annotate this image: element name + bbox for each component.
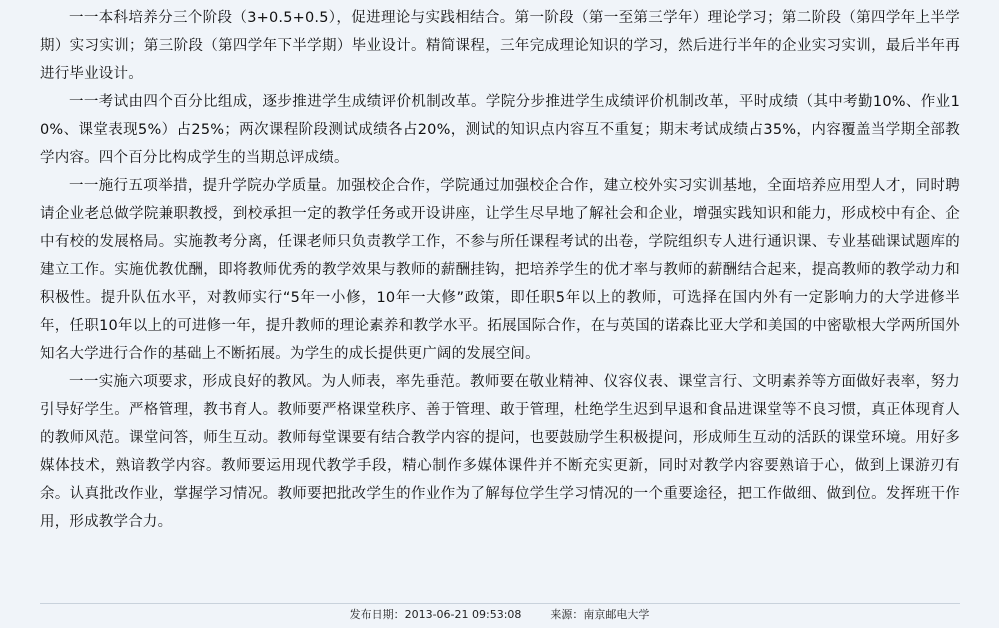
publish-date: 2013-06-21 09:53:08 (404, 608, 522, 621)
source-label: 来源： (550, 608, 584, 621)
source-name: 南京邮电大学 (583, 608, 650, 621)
paragraph-stages: 一一本科培养分三个阶段（3+0.5+0.5），促进理论与实践相结合。第一阶段（第一至第三学年）理论学习；第二阶段（第四学年上半学期）实习实训；第三阶段（第四学年下半学期）毕业设计。精简课程，三年完成理论知识的学习，然后进行半年的企业实习实训，最后半年再进行毕业设计。 (40, 10, 960, 82)
paragraph-five-measures: 一一施行五项举措，提升学院办学质量。加强校企合作，学院通过加强校企合作，建立校外实习实训基地，全面培养应用型人才，同时聘请企业老总做学院兼职教授，到校承担一定的教学任务或开设讲座，让学生尽早地了解社会和企业，增强实践知识和能力，形成校中有企、企中有校的发展格局。实施教考分离，任课老师只负责教学工作，不参与所任课程考试的出卷，学院组织专人进行通识课、专业基础课试题库的建立工作。实施优教优酬，即将教师优秀的教学效果与教师的薪酬挂钩，把培养学生的优才率与教师的薪酬结合起来，提高教师的教学动力和积极性。提升队伍水平，对教师实行“5年一小修，10年一大修”政策，即任职5年以上的教师，可选择在国内外有一定影响力的大学进修半年，任职10年以上的可进修一年，提升教师的理论素养和教学水平。拓展国际合作，在与英国的诺森比亚大学和美国的中密歇根大学两所国外知名大学进行合作的基础上不断拓展。为学生的成长提供更广阔的发展空间。 (40, 178, 960, 362)
paragraph-six-requirements: 一一实施六项要求，形成良好的教风。为人师表，率先垂范。教师要在敬业精神、仪容仪表、课堂言行、文明素养等方面做好表率，努力引导好学生。严格管理，教书育人。教师要严格课堂秩序、善于管理、敢于管理，杜绝学生迟到早退和食品进课堂等不良习惯，真正体现育人的教师风范。课堂问答，师生互动。教师每堂课要有结合教学内容的提问，也要鼓励学生积极提问，形成师生互动的活跃的课堂环境。用好多媒体技术，熟谙教学内容。教师要运用现代教学手段，精心制作多媒体课件并不断充实更新，同时对教学内容要熟谙于心，做到上课游刃有余。认真批改作业，掌握学习情况。教师要把批改学生的作业作为了解每位学生学习情况的一个重要途径，把工作做细、做到位。发挥班干作用，形成教学合力。 (40, 374, 960, 530)
article-footer (0, 607, 999, 623)
publish-date-label: 发布日期： (349, 608, 405, 621)
footer-divider (40, 603, 960, 604)
paragraph-exams: 一一考试由四个百分比组成，逐步推进学生成绩评价机制改革。学院分步推进学生成绩评价机制改革，平时成绩（其中考勤10%、作业10%、课堂表现5%）占25%；两次课程阶段测试成绩各占20%，测试的知识点内容互不重复；期末考试成绩占35%，内容覆盖当学期全部教学内容。四个百分比构成学生的当期总评成绩。 (40, 94, 960, 166)
article-body (40, 4, 960, 536)
